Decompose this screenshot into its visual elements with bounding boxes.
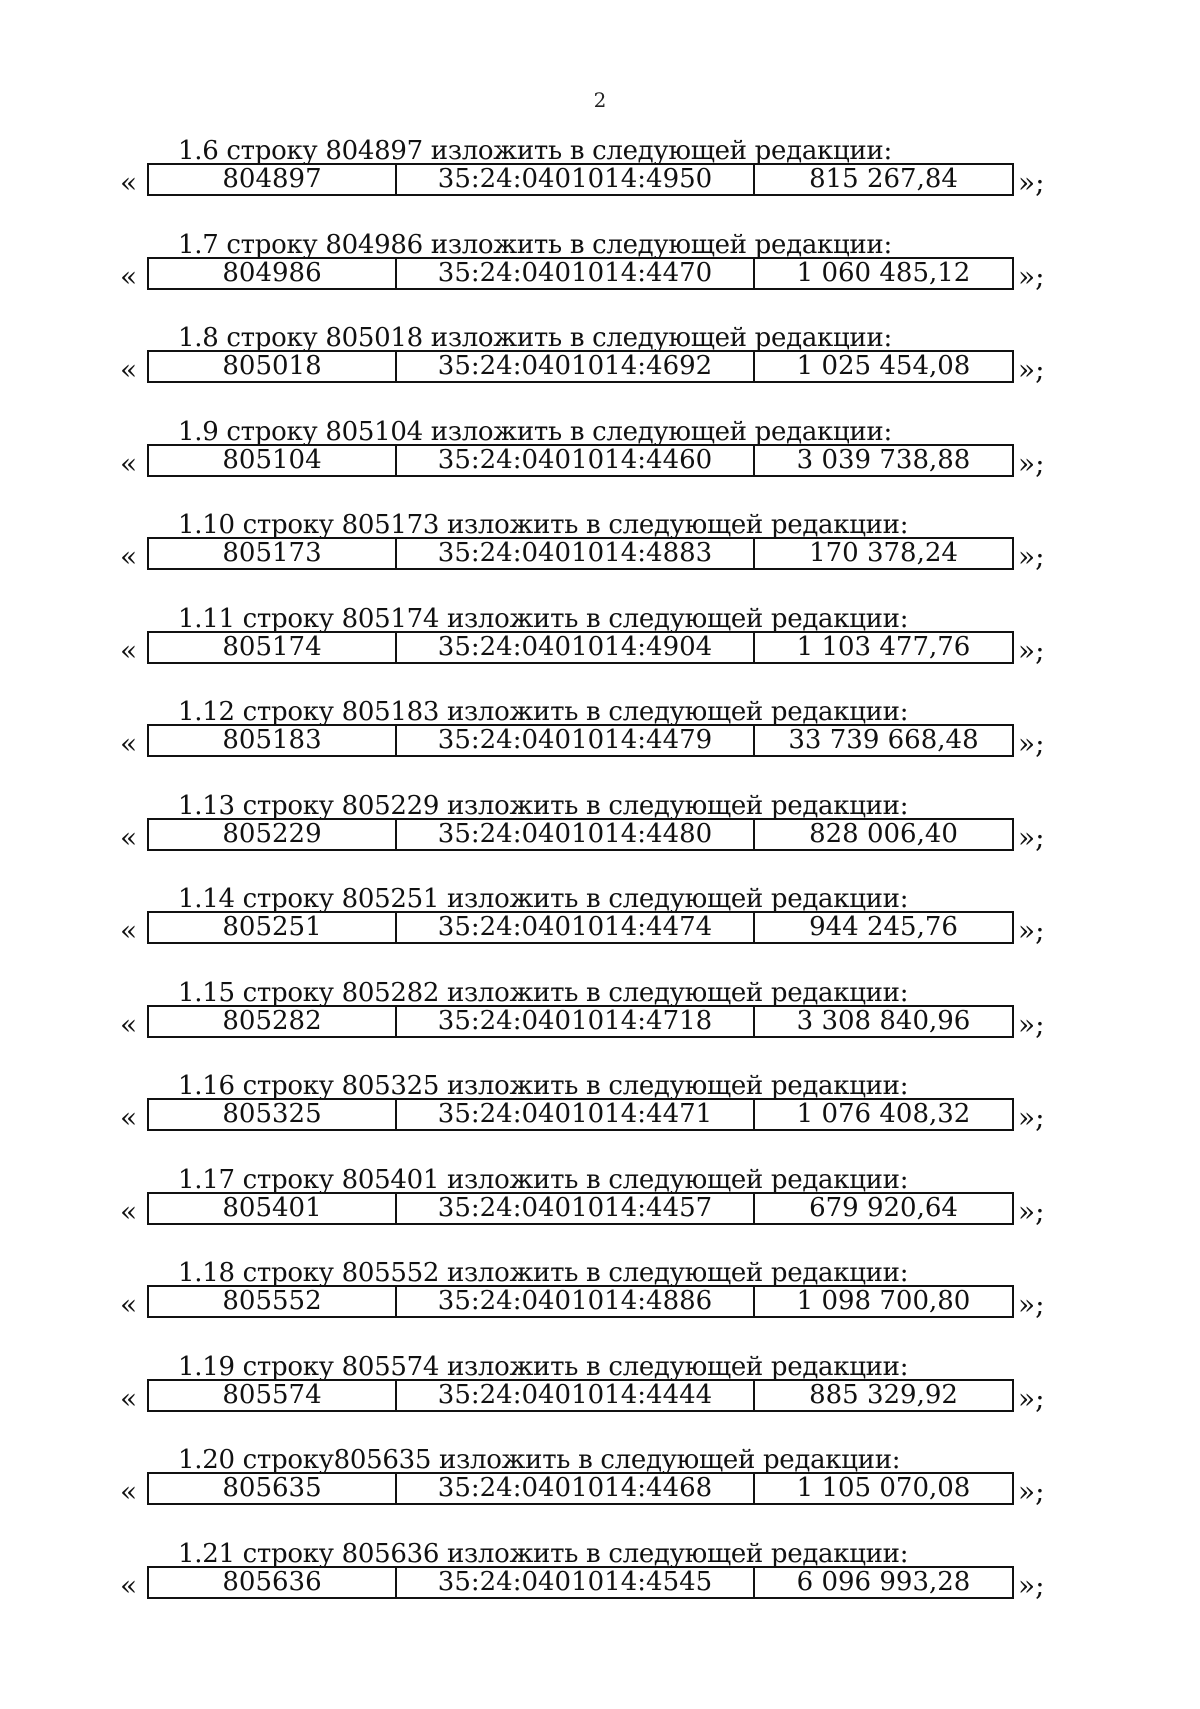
opening-quote: « [120,1194,138,1228]
opening-quote: « [120,727,138,760]
amendment-heading: 1.15 строку 805282 изложить в следующей редакции: [178,977,909,1008]
closing-quote: »; [1018,1381,1045,1415]
amendment-entry [0,417,1200,511]
amended-row-table [147,350,1014,383]
cadastral-value-cell: 1 025 454,08 [796,352,971,381]
cadastral-value-cell: 944 245,76 [809,913,958,942]
cadastral-number-cell: 35:24:0401014:4883 [397,539,755,568]
cadastral-value-cell: 1 060 485,12 [796,258,971,288]
closing-quote: »; [1018,1475,1045,1508]
opening-quote: « [120,353,138,386]
cadastral-number-cell: 35:24:0401014:4904 [397,633,755,662]
opening-quote: « [120,540,138,573]
opening-quote: « [120,1101,138,1134]
closing-quote: »; [1018,820,1045,854]
amendment-entry [0,791,1200,885]
row-number-cell: 805635 [149,1474,397,1503]
amended-row-table [147,1285,1014,1318]
cadastral-value-cell: 1 105 070,08 [796,1474,971,1503]
amended-row-table [147,163,1014,196]
amended-row-table [147,1192,1014,1225]
amendment-heading: 1.10 строку 805173 изложить в следующей редакции: [178,510,909,540]
amendment-heading: 1.13 строку 805229 изложить в следующей редакции: [178,790,909,821]
cadastral-value-cell: 679 920,64 [809,1193,958,1223]
page-number: 2 [593,88,607,112]
amendment-heading: 1.12 строку 805183 изложить в следующей редакции: [178,697,909,727]
amended-row-table [147,1379,1014,1412]
opening-quote: « [120,633,138,667]
cadastral-value-cell: 170 378,24 [809,539,958,568]
opening-quote: « [120,1288,138,1321]
row-number-cell: 805229 [149,820,397,849]
opening-quote: « [120,1381,138,1415]
amended-row-table [147,1098,1014,1131]
row-number-cell: 805104 [149,446,397,475]
amendment-heading: 1.19 строку 805574 изложить в следующей редакции: [178,1351,909,1382]
amendment-entry [0,1071,1200,1165]
cadastral-value-cell: 885 329,92 [809,1380,958,1410]
row-number-cell: 805282 [149,1007,397,1036]
cadastral-number-cell: 35:24:0401014:4479 [397,726,755,755]
row-number-cell: 805183 [149,726,397,755]
cadastral-number-cell: 35:24:0401014:4692 [397,352,755,381]
cadastral-number-cell: 35:24:0401014:4460 [397,446,755,475]
opening-quote: « [120,259,138,293]
amendment-heading: 1.7 строку 804986 изложить в следующей редакции: [178,229,892,260]
amendment-heading: 1.20 строку805635 изложить в следующей редакции: [178,1445,901,1475]
row-number-cell: 804986 [149,259,397,288]
cadastral-number-cell: 35:24:0401014:4457 [397,1194,755,1223]
cadastral-number-cell: 35:24:0401014:4545 [397,1568,755,1597]
row-number-cell: 804897 [149,165,397,194]
amended-row-table [147,631,1014,664]
closing-quote: »; [1018,1288,1045,1321]
cadastral-number-cell: 35:24:0401014:4474 [397,913,755,942]
amended-row-table [147,537,1014,570]
row-number-cell: 805018 [149,352,397,381]
opening-quote: « [120,1007,138,1041]
row-number-cell: 805251 [149,913,397,942]
opening-quote: « [120,1568,138,1602]
opening-quote: « [120,1475,138,1508]
amended-row-table [147,1566,1014,1599]
amendment-entry [0,323,1200,417]
cadastral-number-cell: 35:24:0401014:4950 [397,165,755,194]
amendment-heading: 1.6 строку 804897 изложить в следующей редакции: [178,136,892,166]
row-number-cell: 805574 [149,1381,397,1410]
amendment-entry [0,697,1200,791]
cadastral-value-cell: 33 739 668,48 [788,726,979,755]
amended-row-table [147,818,1014,851]
amendment-heading: 1.16 строку 805325 изложить в следующей редакции: [178,1071,909,1101]
amended-row-table [147,1472,1014,1505]
amended-row-table [147,724,1014,757]
row-number-cell: 805636 [149,1568,397,1597]
opening-quote: « [120,914,138,947]
closing-quote: »; [1018,727,1045,760]
amendment-entry [0,1258,1200,1352]
cadastral-number-cell: 35:24:0401014:4471 [397,1100,755,1129]
closing-quote: »; [1018,166,1045,199]
opening-quote: « [120,446,138,480]
amendments-list [0,136,1200,1632]
opening-quote: « [120,166,138,199]
amendment-entry [0,884,1200,978]
cadastral-value-cell: 815 267,84 [809,165,958,194]
closing-quote: »; [1018,353,1045,386]
amendment-heading: 1.21 строку 805636 изложить в следующей редакции: [178,1538,909,1569]
amendment-heading: 1.17 строку 805401 изложить в следующей редакции: [178,1164,909,1195]
closing-quote: »; [1018,1194,1045,1228]
amendment-entry [0,136,1200,230]
amendment-entry [0,1539,1200,1633]
amended-row-table [147,444,1014,477]
row-number-cell: 805552 [149,1287,397,1316]
cadastral-value-cell: 828 006,40 [809,819,958,849]
closing-quote: »; [1018,446,1045,480]
amendment-heading: 1.8 строку 805018 изложить в следующей редакции: [178,323,892,353]
amendment-entry [0,604,1200,698]
amendment-heading: 1.14 строку 805251 изложить в следующей редакции: [178,884,909,914]
amendment-entry [0,978,1200,1072]
cadastral-value-cell: 1 098 700,80 [796,1287,971,1316]
amendment-heading: 1.9 строку 805104 изложить в следующей редакции: [178,416,892,447]
amended-row-table [147,1005,1014,1038]
closing-quote: »; [1018,1101,1045,1134]
amended-row-table [147,911,1014,944]
closing-quote: »; [1018,1007,1045,1041]
cadastral-number-cell: 35:24:0401014:4886 [397,1287,755,1316]
amendment-entry [0,510,1200,604]
cadastral-number-cell: 35:24:0401014:4470 [397,259,755,288]
amended-row-table [147,257,1014,290]
opening-quote: « [120,820,138,854]
cadastral-value-cell: 1 076 408,32 [796,1100,971,1129]
row-number-cell: 805325 [149,1100,397,1129]
closing-quote: »; [1018,1568,1045,1602]
cadastral-number-cell: 35:24:0401014:4480 [397,820,755,849]
amendment-entry [0,230,1200,324]
cadastral-value-cell: 3 308 840,96 [796,1006,971,1036]
closing-quote: »; [1018,914,1045,947]
closing-quote: »; [1018,259,1045,293]
cadastral-number-cell: 35:24:0401014:4444 [397,1381,755,1410]
amendment-heading: 1.11 строку 805174 изложить в следующей редакции: [178,603,909,634]
row-number-cell: 805174 [149,633,397,662]
amendment-entry [0,1165,1200,1259]
amendment-heading: 1.18 строку 805552 изложить в следующей редакции: [178,1258,909,1288]
row-number-cell: 805401 [149,1194,397,1223]
cadastral-number-cell: 35:24:0401014:4468 [397,1474,755,1503]
amendment-entry [0,1352,1200,1446]
cadastral-value-cell: 1 103 477,76 [796,632,971,662]
closing-quote: »; [1018,633,1045,667]
amendment-entry [0,1445,1200,1539]
cadastral-value-cell: 6 096 993,28 [796,1567,971,1597]
cadastral-number-cell: 35:24:0401014:4718 [397,1007,755,1036]
cadastral-value-cell: 3 039 738,88 [796,445,971,475]
closing-quote: »; [1018,540,1045,573]
row-number-cell: 805173 [149,539,397,568]
